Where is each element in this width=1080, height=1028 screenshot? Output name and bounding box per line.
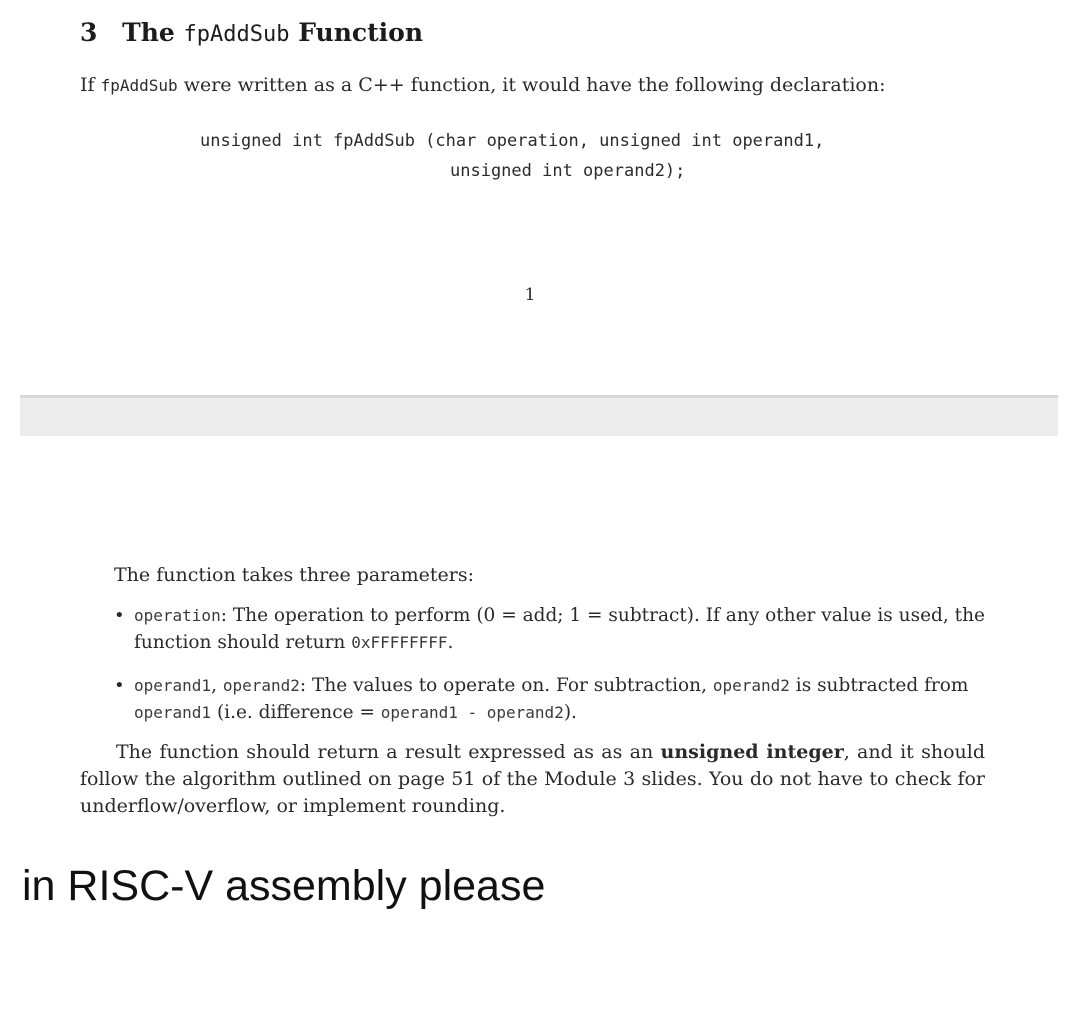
bullet-text [114, 672, 989, 726]
parameter-bullet-operation [114, 602, 989, 656]
closing-text-b: , and it should follow the algorithm outlined on page 51 of the Module 3 slides. You do not have to check for underflow/overflow, or implement rounding. [80, 741, 985, 817]
bullet-dot: • [114, 605, 125, 626]
bullet-text [114, 602, 989, 656]
intro-prefix: If [80, 74, 95, 96]
param-separator: , [211, 675, 223, 696]
inline-code: operand1 [134, 703, 212, 722]
section-heading [80, 18, 423, 47]
parameters-intro: The function takes three parameters: [114, 564, 475, 586]
sentence-end: ). [563, 702, 577, 723]
param-description-cont: is subtracted from [789, 675, 969, 696]
sentence-end: . [447, 632, 454, 653]
function-declaration [200, 126, 824, 186]
page-number: 1 [524, 285, 536, 305]
declaration-line-1: unsigned int fpAddSub (char operation, unsigned int operand1, [200, 131, 825, 151]
param-description: : The operation to perform (0 = add; 1 = subtract). If any other value is used, the function should return [134, 605, 985, 653]
param-code-operand2: operand2 [222, 676, 300, 695]
heading-word-function: Function [298, 18, 423, 47]
heading-word-the: The [122, 18, 175, 47]
user-question: in RISC-V assembly please [22, 862, 546, 910]
closing-text-a: The function should return a result expressed as as an [116, 741, 661, 763]
bullet-dot: • [114, 675, 125, 696]
parameter-bullet-operands [114, 672, 989, 726]
intro-function-name: fpAddSub [100, 76, 178, 95]
intro-paragraph [80, 74, 886, 96]
closing-paragraph [80, 739, 985, 820]
param-description: : The values to operate on. For subtraction, [299, 675, 713, 696]
inline-code: operand2 [712, 676, 790, 695]
declaration-line-2: unsigned int operand2); [450, 161, 686, 181]
param-code-operand1: operand1 [134, 676, 212, 695]
section-number: 3 [80, 18, 98, 47]
closing-emphasis: unsigned integer [660, 741, 844, 763]
return-code: 0xFFFFFFFF [351, 633, 448, 652]
param-description-cont: (i.e. difference = [211, 702, 381, 723]
inline-code-expression: operand1 - operand2 [380, 703, 564, 722]
intro-suffix: were written as a C++ function, it would have the following declaration: [183, 74, 886, 96]
param-code-operation: operation [134, 606, 221, 625]
heading-function-name: fpAddSub [183, 22, 290, 47]
page-separator [20, 395, 1058, 436]
